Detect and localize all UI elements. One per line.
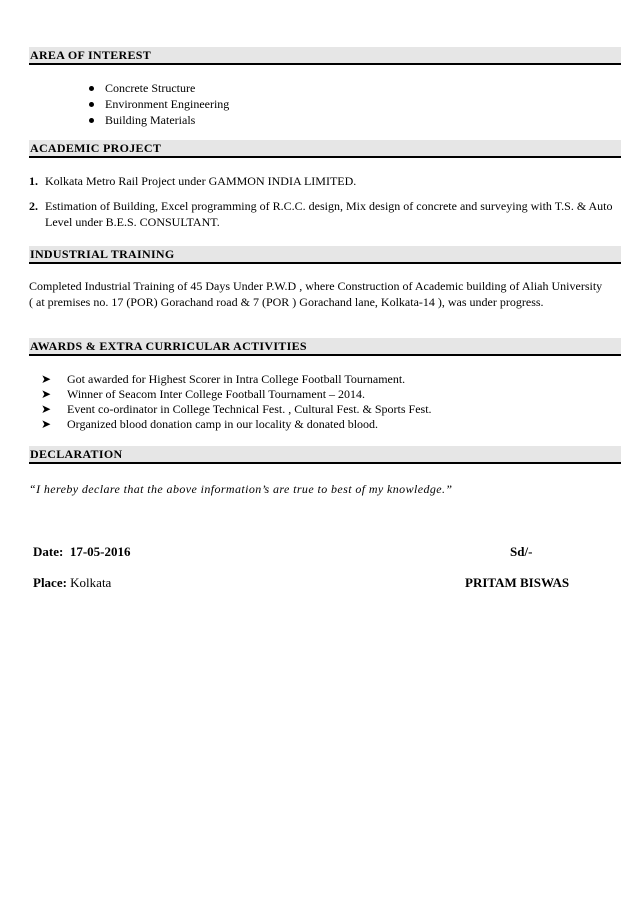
list-item (41, 417, 432, 432)
list-item-text: Environment Engineering (105, 97, 230, 111)
signature-mark: Sd/- (510, 544, 533, 559)
academic-project-heading (29, 140, 621, 158)
date-value: 17-05-2016 (69, 544, 131, 559)
declaration-heading (29, 446, 621, 464)
list-item (89, 96, 229, 112)
list-item-text: Winner of Seacom Inter College Football Tournament – 2014. (67, 387, 366, 401)
bullet-icon (89, 102, 94, 107)
area-of-interest-heading (29, 47, 621, 65)
section-title: ACADEMIC PROJECT (30, 141, 162, 155)
declaration-text: “I hereby declare that the above information’s are true to best of my knowledge.” (29, 482, 453, 496)
list-item (41, 372, 432, 387)
list-item-text: Building Materials (105, 113, 196, 127)
bullet-icon (89, 118, 94, 123)
list-item-text: Estimation of Building, Excel programming of R.C.C. design, Mix design of concrete and surveying with T.S. & Auto Level under B.E.S. CONSULTANT. (45, 199, 613, 229)
awards-heading (29, 338, 621, 356)
section-title: AREA OF INTEREST (30, 48, 152, 62)
section-title: AWARDS & EXTRA CURRICULAR ACTIVITIES (30, 339, 307, 353)
industrial-training-heading (29, 246, 621, 264)
section-title: INDUSTRIAL TRAINING (30, 247, 175, 261)
signatory-name: PRITAM BISWAS (465, 575, 570, 590)
place-value: Kolkata (70, 575, 112, 590)
project-list (29, 173, 619, 239)
arrow-bullet-icon: ➤ (41, 387, 52, 401)
list-item (89, 112, 229, 128)
list-item (41, 402, 432, 417)
list-item-text: Concrete Structure (105, 81, 196, 95)
interest-list (89, 80, 229, 128)
awards-list (41, 372, 432, 432)
list-item-text: Kolkata Metro Rail Project under GAMMON INDIA LIMITED. (45, 174, 357, 188)
place-label: Place: (33, 575, 67, 590)
list-item-text: Organized blood donation camp in our locality & donated blood. (67, 417, 379, 431)
list-item-text: Got awarded for Highest Scorer in Intra College Football Tournament. (67, 372, 406, 386)
bullet-icon (89, 86, 94, 91)
date-line (33, 544, 131, 560)
list-item (41, 387, 432, 402)
arrow-bullet-icon: ➤ (41, 402, 52, 416)
arrow-bullet-icon: ➤ (41, 372, 52, 386)
arrow-bullet-icon: ➤ (41, 417, 52, 431)
section-title: DECLARATION (30, 447, 123, 461)
list-item (29, 198, 619, 230)
list-item (89, 80, 229, 96)
date-label: Date: (33, 544, 64, 559)
item-number: 2. (29, 199, 38, 213)
training-paragraph: Completed Industrial Training of 45 Days Under P.W.D , where Construction of Academic building of Aliah University ( at premises no. 17 (POR) Gorachand road & 7 (POR ) Gorachand lane, Kolkata-14 ), was under progress. (29, 279, 603, 309)
list-item-text: Event co-ordinator in College Technical Fest. , Cultural Fest. & Sports Fest. (67, 402, 432, 416)
item-number: 1. (29, 174, 38, 188)
list-item (29, 173, 619, 189)
place-line (33, 575, 111, 591)
